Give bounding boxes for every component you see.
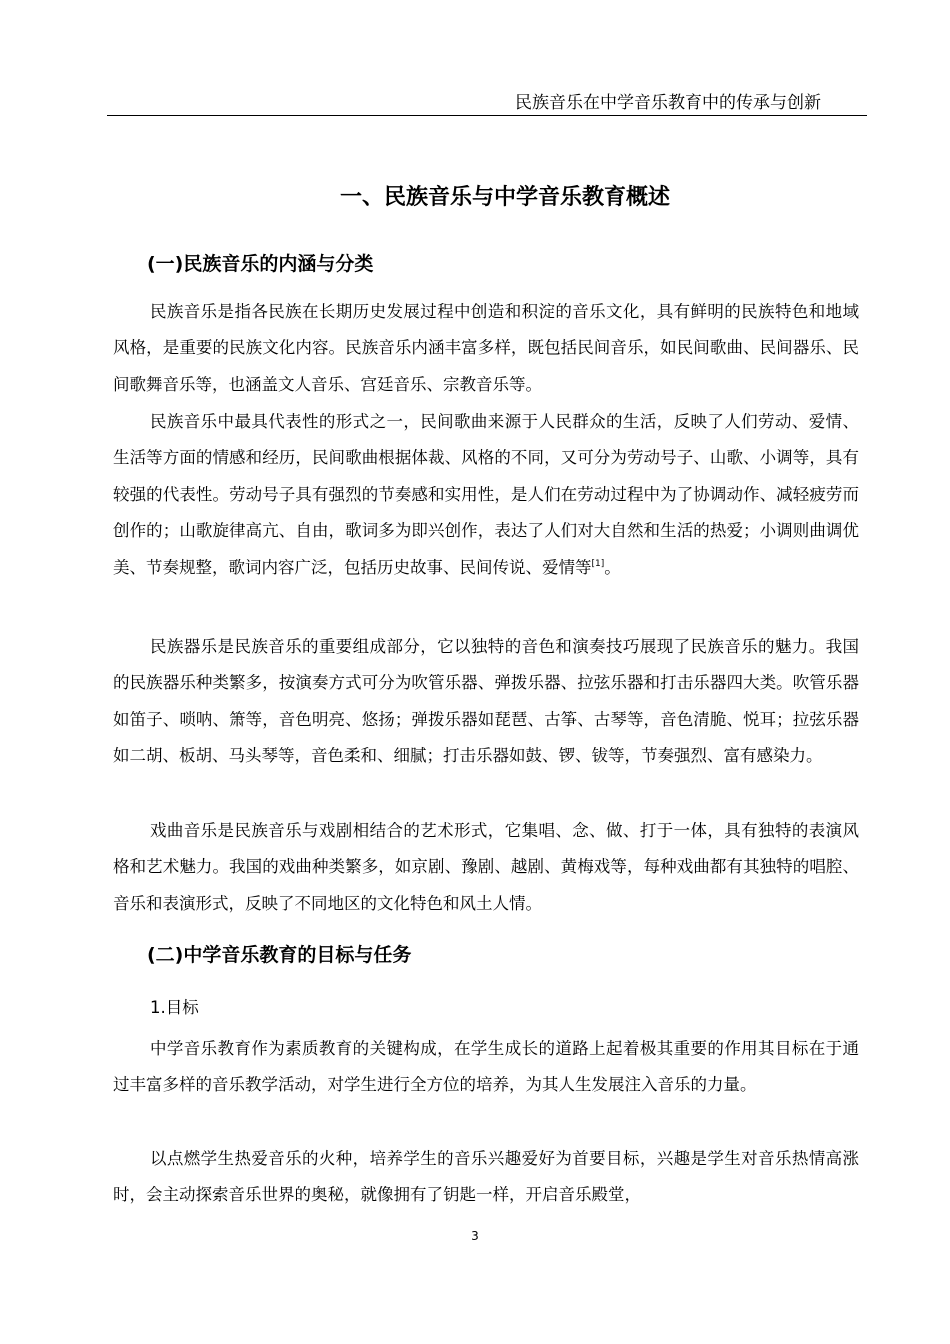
paragraph xyxy=(113,404,859,586)
header-divider xyxy=(107,115,867,116)
chapter-title: 一、民族音乐与中学音乐教育概述 xyxy=(339,185,670,210)
paragraph-text: 民族音乐中最具代表性的形式之一，民间歌曲来源于人民群众的生活，反映了人们劳动、爱情、生活等方面的情感和经历，民间歌曲根据体裁、风格的不同，又可分为劳动号子、山歌、小调等，具有较强的代表性。劳动号子具有强烈的节奏感和实用性，是人们在劳动过程中为了协调动作、减轻疲劳而创作的；山歌旋律高亢、自由，歌词多为即兴创作，表达了人们对大自然和生活的热爱；小调则曲调优美、节奏规整，歌词内容广泛，包括历史故事、民间传说、爱情等 xyxy=(113,412,859,577)
paragraph: 中学音乐教育作为素质教育的关键构成，在学生成长的道路上起着极其重要的作用其目标在于通过丰富多样的音乐教学活动，对学生进行全方位的培养，为其人生发展注入音乐的力量。 xyxy=(113,1039,859,1095)
running-header xyxy=(107,92,867,114)
subheading: 1.目标 xyxy=(150,998,199,1017)
paragraph: 以点燃学生热爱音乐的火种，培养学生的音乐兴趣爱好为首要目标，兴趣是学生对音乐热情高涨时，会主动探索音乐世界的奥秘，就像拥有了钥匙一样，开启音乐殿堂， xyxy=(113,1149,859,1205)
paragraph: 民族器乐是民族音乐的重要组成部分，它以独特的音色和演奏技巧展现了民族音乐的魅力。我国的民族器乐种类繁多，按演奏方式可分为吹管乐器、弹拨乐器、拉弦乐器和打击乐器四大类。吹管乐器如笛子、唢呐、箫等，音色明亮、悠扬；弹拨乐器如琵琶、古筝、古琴等，音色清脆、悦耳；拉弦乐器如二胡、板胡、马头琴等，音色柔和、细腻；打击乐器如鼓、锣、钹等，节奏强烈、富有感染力。 xyxy=(113,637,859,766)
section-title-2: (二)中学音乐教育的目标与任务 xyxy=(147,944,412,966)
section-title-1: (一)民族音乐的内涵与分类 xyxy=(147,253,374,275)
page-number: 3 xyxy=(471,1229,479,1243)
paragraph: 戏曲音乐是民族音乐与戏剧相结合的艺术形式，它集唱、念、做、打于一体，具有独特的表演风格和艺术魅力。我国的戏曲种类繁多，如京剧、豫剧、越剧、黄梅戏等，每种戏曲都有其独特的唱腔、音乐和表演形式，反映了不同地区的文化特色和风土人情。 xyxy=(113,821,859,913)
running-header-title: 民族音乐在中学音乐教育中的传承与创新 xyxy=(515,93,821,113)
citation-marker: [1] xyxy=(591,558,605,569)
paragraph-tail: 。 xyxy=(604,557,621,577)
paragraph: 民族音乐是指各民族在长期历史发展过程中创造和积淀的音乐文化，具有鲜明的民族特色和地域风格，是重要的民族文化内容。民族音乐内涵丰富多样，既包括民间音乐，如民间歌曲、民间器乐、民间歌舞音乐等，也涵盖文人音乐、宫廷音乐、宗教音乐等。 xyxy=(113,302,859,394)
